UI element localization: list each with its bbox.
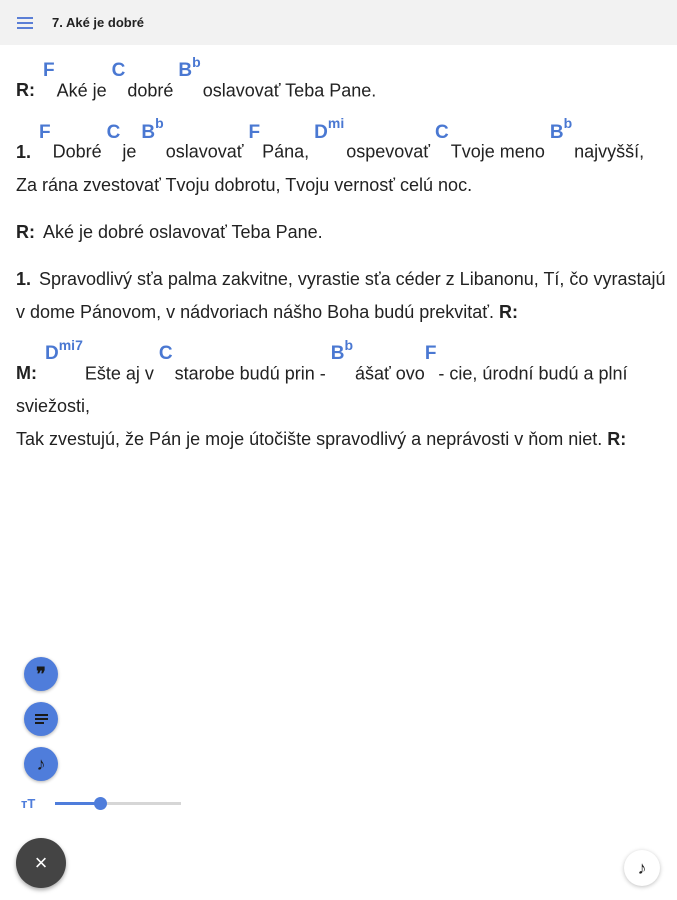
lyric-text: najvyšší, [574, 141, 645, 162]
chord-suffix: mi7 [58, 336, 83, 353]
chord: $D^{mi7}$ [45, 336, 83, 364]
lyric-text: Aké je [56, 80, 112, 101]
refrain-marker: R: [607, 428, 627, 449]
lyric-text: - cie, úrodní budú a plní sviežosti, [16, 362, 628, 416]
app-bar [0, 0, 677, 45]
lyric-text: Spravodlivý sťa palma zakvitne, vyrastie sťa céder z Libanonu, Tí, čo vyrastajú v dome Pánovom, v nádvoriach nášho Boha budú prekvitať. [16, 268, 666, 322]
song-line [16, 54, 666, 107]
song-line [16, 115, 666, 168]
chord: C [158, 342, 173, 364]
chord-suffix: b [563, 115, 573, 132]
chord: $B^b$ [141, 115, 164, 143]
lyric-text: Za rána zvestovať Tvoju dobrotu, Tvoju vernosť celú noc. [16, 174, 473, 195]
chord: F [39, 121, 51, 143]
chord: $B^b$ [178, 54, 201, 82]
lyric-text: Ešte aj v [84, 362, 159, 383]
chord-suffix: b [155, 115, 164, 132]
chord: C [106, 121, 121, 143]
song-paragraph [16, 216, 666, 249]
song-line [16, 216, 666, 249]
quote-icon: ❞ [36, 663, 46, 684]
song-paragraph [16, 263, 666, 329]
lyric-text: ášať ovo [355, 362, 425, 383]
chords-button[interactable] [24, 747, 58, 781]
song-line [16, 423, 666, 456]
verse-label: M: [16, 362, 37, 383]
chord: $B^b$ [330, 336, 354, 364]
chord: F [43, 60, 55, 82]
chord-suffix: b [192, 54, 201, 70]
page-title: 7. Aké je dobré [52, 15, 144, 30]
chord-suffix: b [344, 336, 354, 353]
chords-toggle-button[interactable] [624, 850, 660, 886]
chord: F [424, 342, 437, 364]
lyric-text: starobe budú prin - [174, 362, 331, 383]
chord: $D^{mi}$ [314, 115, 345, 143]
chord: $B^b$ [549, 115, 573, 143]
lyric-text: oslavovať [165, 141, 249, 162]
text-lines-icon [35, 714, 48, 724]
chord: C [435, 121, 449, 143]
refrain-marker: R: [499, 301, 519, 322]
lyric-text: Tvoje meno [450, 141, 550, 162]
close-icon: × [34, 850, 48, 875]
chord: C [111, 60, 126, 82]
font-size-slider[interactable] [55, 802, 181, 805]
music-note-icon: ♪ [36, 753, 46, 774]
lyric-text: Tak zvestujú, že Pán je moje útočište spravodlivý a neprávosti v ňom niet. [16, 428, 608, 449]
lyric-text: Pána, [262, 141, 315, 162]
verse-label: R: [16, 221, 35, 242]
song-paragraph [16, 336, 666, 456]
song-content [16, 54, 666, 470]
song-paragraph [16, 54, 666, 107]
verse-label: R: [16, 80, 35, 101]
song-paragraph [16, 115, 666, 201]
font-size-icon: тT [21, 796, 36, 811]
lyric-text: dobré [127, 80, 179, 101]
chord: F [248, 121, 261, 143]
quote-button[interactable] [24, 657, 58, 691]
slider-thumb[interactable] [94, 797, 107, 810]
close-button[interactable] [16, 838, 66, 888]
chord-suffix: mi [327, 115, 345, 132]
lyric-text: oslavovať Teba Pane. [202, 80, 377, 101]
song-line [16, 263, 666, 329]
hamburger-menu-icon[interactable] [17, 17, 33, 29]
music-note-icon: ♪ [637, 857, 647, 878]
verse-label: 1. [16, 268, 32, 289]
song-line [16, 169, 666, 202]
lyric-text: je [122, 141, 142, 162]
song-line [16, 336, 666, 423]
lyric-text: ospevovať [346, 141, 436, 162]
lyric-text: Aké je dobré oslavovať Teba Pane. [43, 221, 323, 242]
lyric-text: Dobré [52, 141, 107, 162]
text-mode-button[interactable] [24, 702, 58, 736]
verse-label: 1. [16, 141, 32, 162]
